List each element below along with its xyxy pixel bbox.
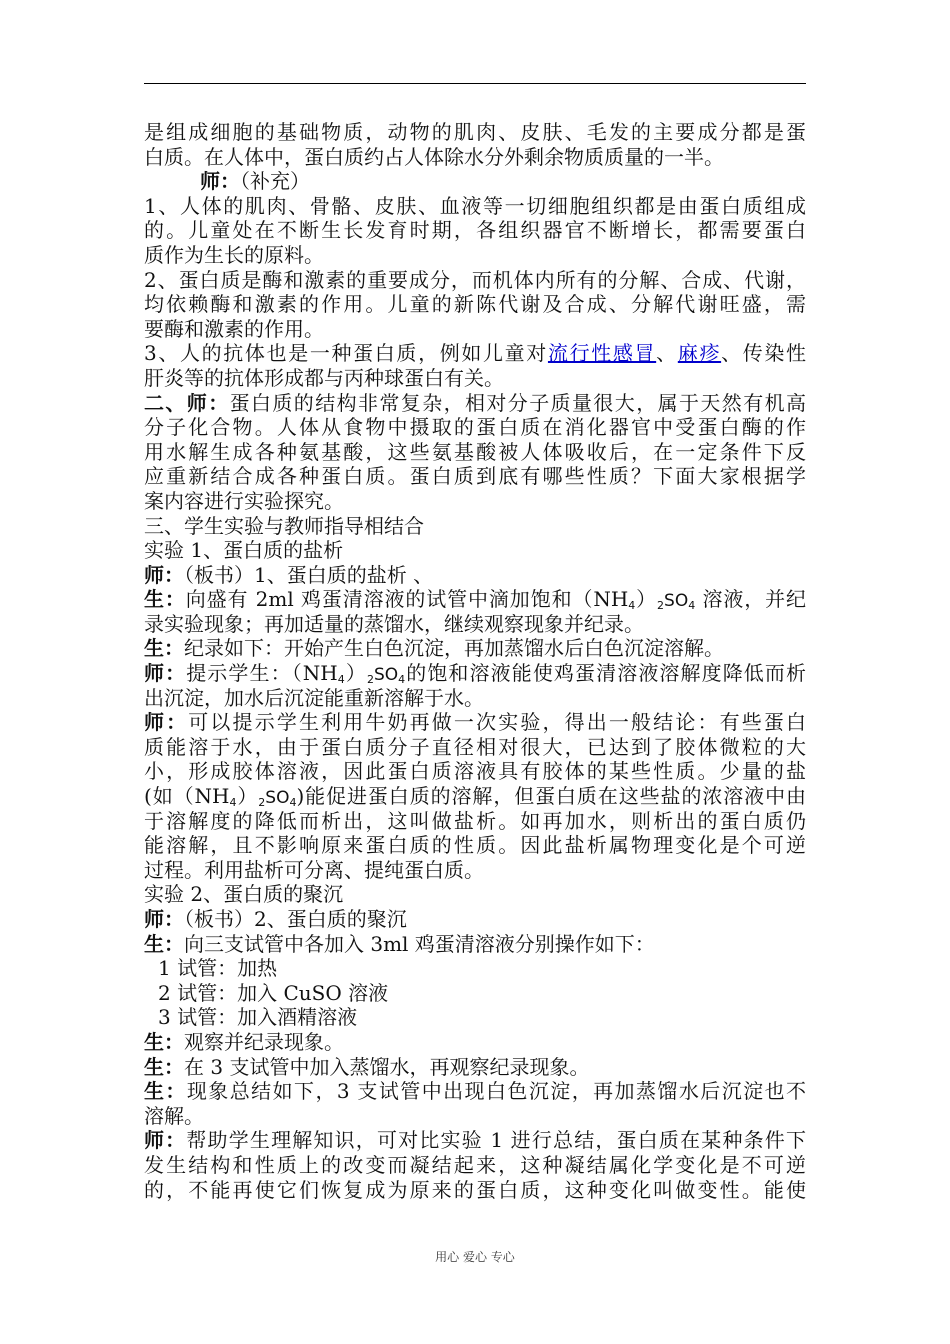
paragraph-line: 质能溶于水，由于蛋白质分子直径相对很大，已达到了胶体微粒的大	[144, 734, 806, 759]
paragraph-line: 生：现象总结如下，3 支试管中出现白色沉淀，再加蒸馏水后沉淀也不	[144, 1079, 806, 1104]
paragraph-line: 生：纪录如下：开始产生白色沉淀，再加蒸馏水后白色沉淀溶解。	[144, 636, 724, 661]
paragraph-line: 录实验现象；再加适量的蒸馏水，继续观察现象并纪录。	[144, 611, 644, 636]
paragraph-line: 2、蛋白质是酶和激素的重要成分，而机体内所有的分解、合成、代谢，	[144, 267, 806, 292]
paragraph-line: 能溶解，且不影响原来蛋白质的性质。因此盐析属物理变化是个可逆	[144, 833, 806, 858]
paragraph-line: 的，不能再使它们恢复成为原来的蛋白质，这种变化叫做变性。能使	[144, 1177, 806, 1202]
paragraph-line: 要酶和激素的作用。	[144, 316, 324, 341]
list-item: 1 试管：加热	[158, 956, 278, 981]
paragraph-line: 1、人体的肌肉、骨骼、皮肤、血液等一切细胞组织都是由蛋白质组成	[144, 193, 806, 218]
paragraph-line: 师：可以提示学生利用牛奶再做一次实验，得出一般结论：有些蛋白	[144, 710, 806, 735]
paragraph-line: 于溶解度的降低而析出，这叫做盐析。如再加水，则析出的蛋白质仍	[144, 808, 806, 833]
paragraph-line: 小，形成胶体溶液，因此蛋白质溶液具有胶体的某些性质。少量的盐	[144, 759, 806, 784]
paragraph-line: 白质。在人体中，蛋白质约占人体除水分外剩余物质质量的一半。	[144, 144, 724, 169]
paragraph-line: 发生结构和性质上的改变而凝结起来，这种凝结属化学变化是不可逆	[144, 1152, 806, 1177]
section-heading: 三、学生实验与教师指导相结合	[144, 513, 424, 538]
paragraph-line: 师：（补充）	[200, 169, 310, 194]
paragraph-line: 师：提示学生：$(NH_4)_2SO_4$的饱和溶液能使鸡蛋清溶液溶解度降低而析	[144, 661, 806, 686]
paragraph-line: (如$(NH_4)_2SO_4$)能促进蛋白质的溶解，但蛋白质在这些盐的浓溶液中由	[144, 784, 806, 809]
list-item: 3 试管：加入酒精溶液	[158, 1005, 358, 1030]
paragraph-line: 案内容进行实验探究。	[144, 488, 344, 513]
paragraph-line: 溶解。	[144, 1103, 204, 1128]
paragraph-line: 应重新结合成各种蛋白质。蛋白质到底有哪些性质？下面大家根据学	[144, 464, 806, 489]
paragraph-line: 3、人的抗体也是一种蛋白质，例如儿童对流行性感冒、麻疹、传染性	[144, 341, 806, 366]
paragraph-line: 肝炎等的抗体形成都与丙种球蛋白有关。	[144, 365, 504, 390]
paragraph-line: 师：（板书）2、蛋白质的聚沉	[144, 907, 407, 931]
page-footer: 用心 爱心 专心	[435, 1250, 515, 1264]
experiment-heading: 实验 2、蛋白质的聚沉	[144, 882, 344, 907]
paragraph-line: 生：观察并纪录现象。	[144, 1029, 344, 1054]
paragraph-line: 的。儿童处在不断生长发育时期，各组织器官不断增长，都需要蛋白	[144, 218, 806, 243]
document-body	[144, 120, 806, 1202]
paragraph-line: 师：帮助学生理解知识，可对比实验 1 进行总结，蛋白质在某种条件下	[144, 1128, 806, 1153]
link-influenza[interactable]: 流行性感冒	[547, 341, 657, 366]
header-rule	[144, 83, 806, 84]
paragraph-line: 生：向三支试管中各加入 3ml 鸡蛋清溶液分别操作如下：	[144, 931, 655, 956]
paragraph-line: 均依赖酶和激素的作用。儿童的新陈代谢及合成、分解代谢旺盛，需	[144, 292, 806, 317]
paragraph-line: 生：向盛有 2ml 鸡蛋清溶液的试管中滴加饱和$(NH_4)_2SO_4$ 溶液，并纪	[144, 587, 806, 612]
link-measles[interactable]: 麻疹	[677, 341, 722, 366]
paragraph-line: 出沉淀，加水后沉淀能重新溶解于水。	[144, 685, 484, 710]
paragraph-line: 质作为生长的原料。	[144, 242, 324, 267]
experiment-heading: 实验 1、蛋白质的盐析	[144, 538, 344, 563]
paragraph-line: 生：在 3 支试管中加入蒸馏水，再观察纪录现象。	[144, 1054, 590, 1079]
paragraph-line: 师：（板书）1、蛋白质的盐析 、	[144, 562, 434, 587]
paragraph-line: 过程。利用盐析可分离、提纯蛋白质。	[144, 857, 484, 882]
paragraph-line: 分子化合物。人体从食物中摄取的蛋白质在消化器官中受蛋白酶的作	[144, 415, 806, 440]
paragraph-line: 二、师：蛋白质的结构非常复杂，相对分子质量很大，属于天然有机高	[144, 390, 806, 415]
paragraph-line: 是组成细胞的基础物质，动物的肌肉、皮肤、毛发的主要成分都是蛋	[144, 120, 806, 144]
paragraph-line: 用水解生成各种氨基酸，这些氨基酸被人体吸收后，在一定条件下反	[144, 439, 806, 464]
list-item: 2 试管：加入 CuSO 溶液	[158, 980, 389, 1005]
